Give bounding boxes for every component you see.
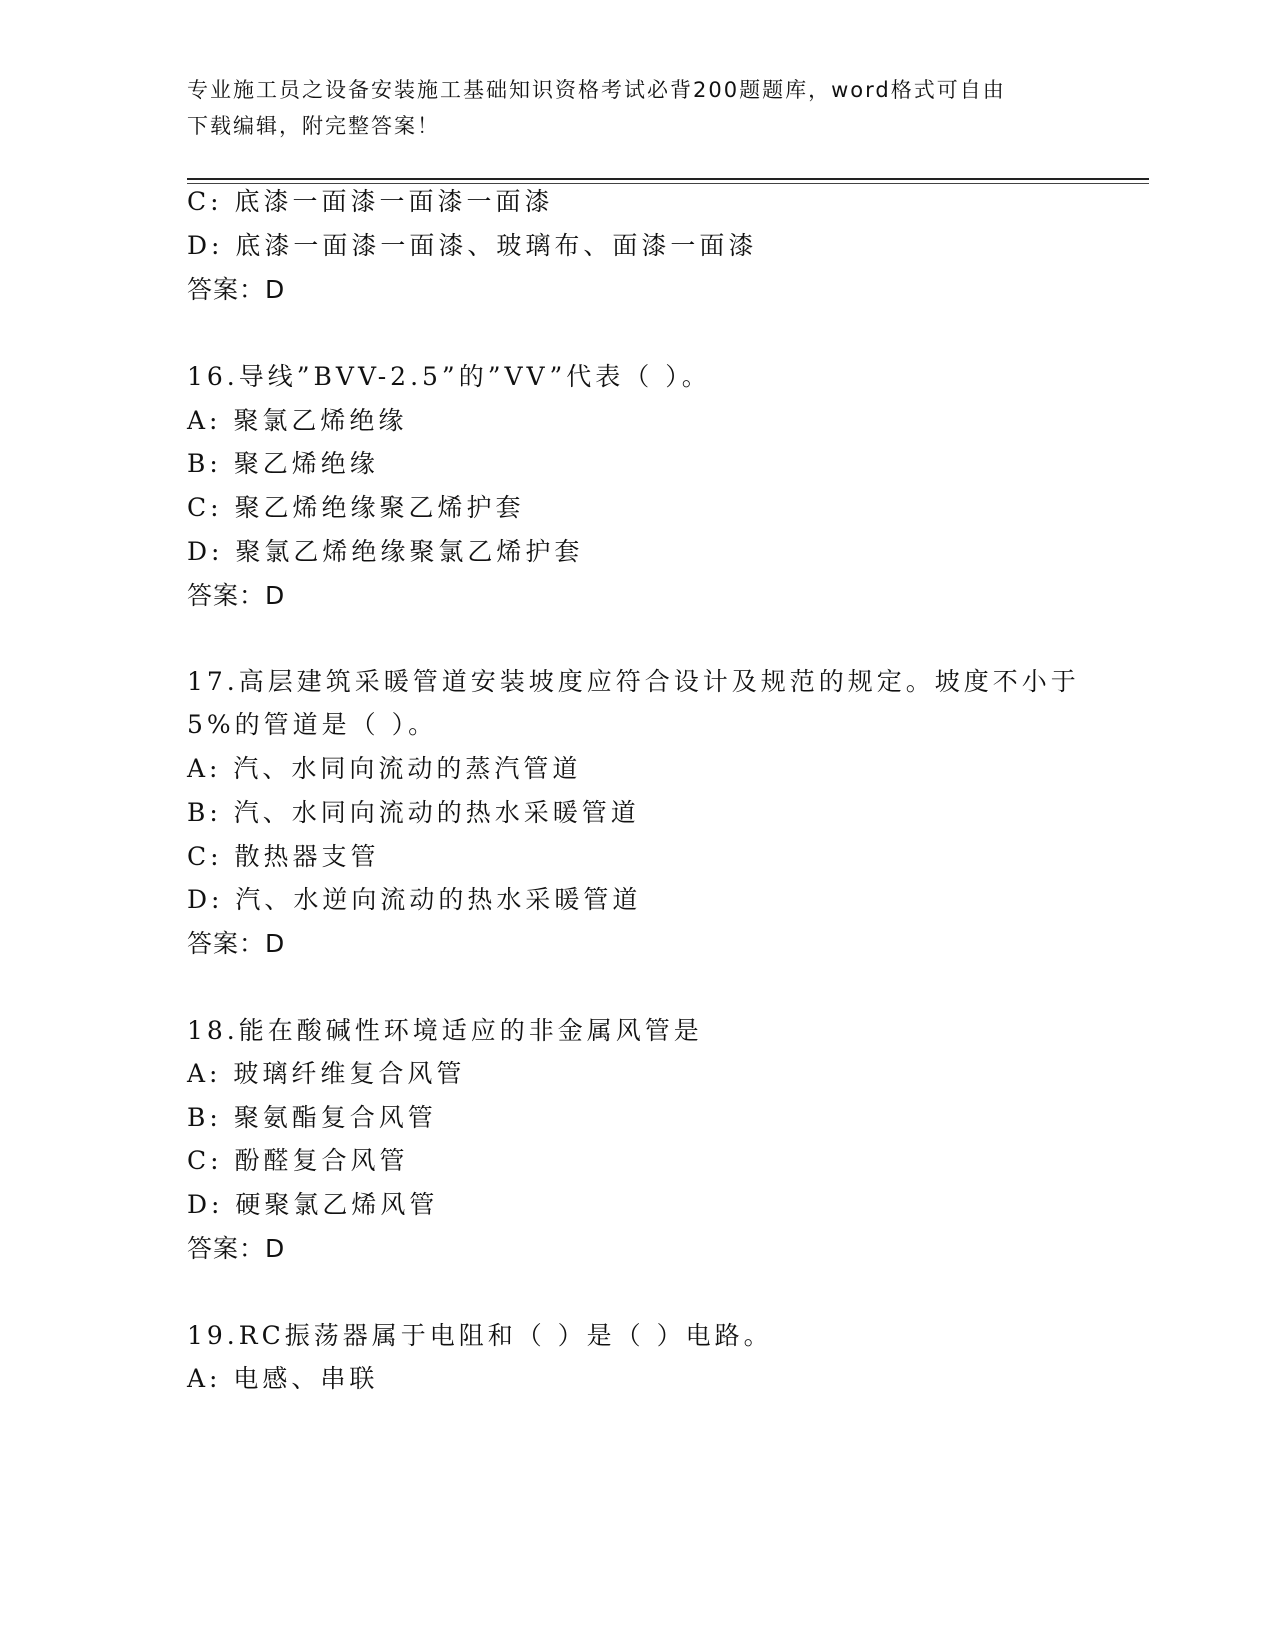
question-17-option-c: C: 散热器支管 (187, 842, 380, 871)
question-18-answer: 答案：D (187, 1234, 286, 1263)
question-17-stem-line-2: 5%的管道是（ ）。 (187, 710, 438, 739)
question-17-option-b: B: 汽、水同向流动的热水采暖管道 (187, 798, 640, 827)
question-17-option-a: A: 汽、水同向流动的蒸汽管道 (187, 754, 582, 783)
prev-option-d: D: 底漆一面漆一面漆、玻璃布、面漆一面漆 (187, 231, 758, 260)
question-18-option-b: B: 聚氨酯复合风管 (187, 1103, 437, 1132)
question-19-option-a: A: 电感、串联 (187, 1364, 379, 1393)
question-16-stem: 16.导线”BVV-2.5”的”VV”代表（ ）。 (187, 362, 711, 391)
prev-answer: 答案：D (187, 275, 286, 304)
document-header (187, 72, 1067, 144)
question-18-stem: 18.能在酸碱性环境适应的非金属风管是 (187, 1016, 703, 1045)
question-16-option-d: D: 聚氯乙烯绝缘聚氯乙烯护套 (187, 537, 584, 566)
question-17-stem-line-1: 17.高层建筑采暖管道安装坡度应符合设计及规范的规定。坡度不小于 (187, 667, 1080, 696)
question-17-option-d: D: 汽、水逆向流动的热水采暖管道 (187, 885, 642, 914)
question-18-option-c: C: 酚醛复合风管 (187, 1146, 409, 1175)
question-18-option-a: A: 玻璃纤维复合风管 (187, 1059, 466, 1088)
header-title-line-2: 下载编辑，附完整答案！ (187, 114, 440, 138)
header-divider-thin (187, 183, 1149, 184)
question-18-option-d: D: 硬聚氯乙烯风管 (187, 1190, 439, 1219)
question-17-answer: 答案：D (187, 929, 286, 958)
prev-option-c: C: 底漆一面漆一面漆一面漆 (187, 187, 554, 216)
question-16-option-a: A: 聚氯乙烯绝缘 (187, 406, 408, 435)
question-16-option-b: B: 聚乙烯绝缘 (187, 449, 379, 478)
question-16-answer: 答案：D (187, 581, 286, 610)
question-16-option-c: C: 聚乙烯绝缘聚乙烯护套 (187, 493, 525, 522)
header-divider-thick (187, 178, 1149, 180)
question-19-stem: 19.RC振荡器属于电阻和（ ）是（ ）电路。 (187, 1321, 773, 1350)
header-title-line-1: 专业施工员之设备安装施工基础知识资格考试必背200题题库，word格式可自由 (187, 78, 1006, 102)
